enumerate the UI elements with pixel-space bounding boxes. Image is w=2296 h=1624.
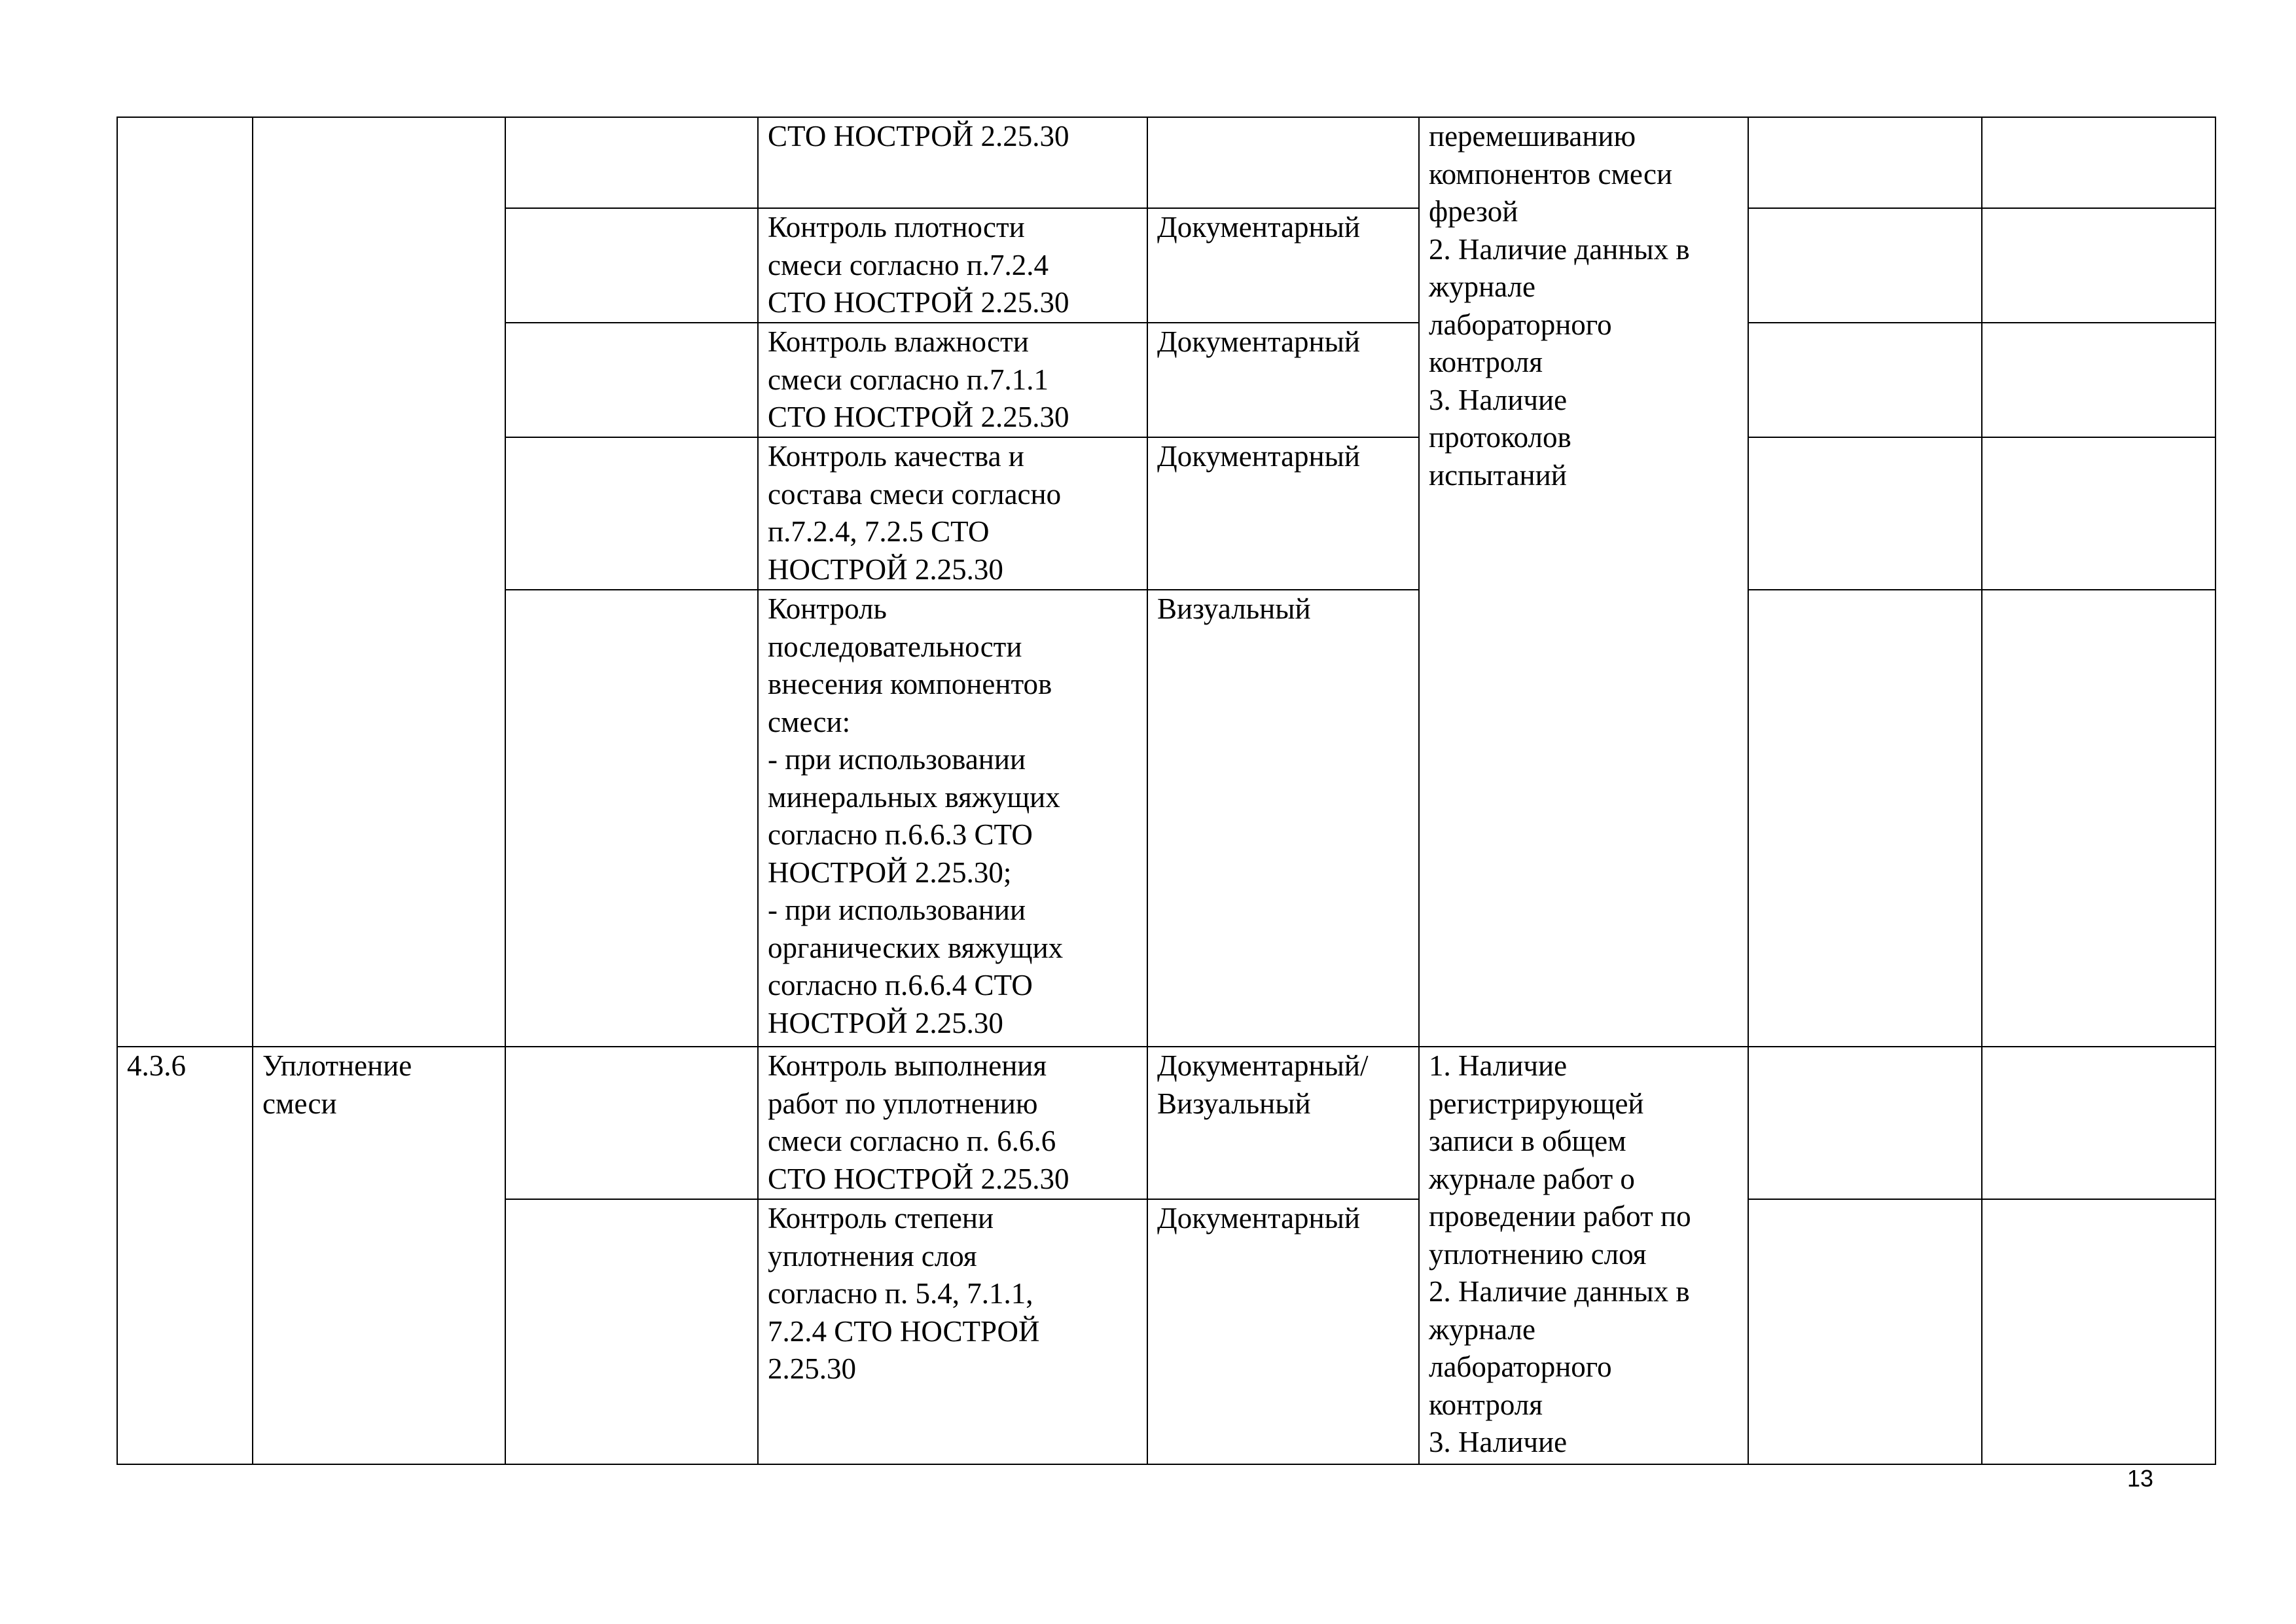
control-item-cell: Контроль качества и состава смеси согласно п.7.2.4, 7.2.5 СТО НОСТРОЙ 2.25.30 [758,437,1147,590]
table-row [117,1047,2215,1199]
empty-cell [1748,208,1982,323]
control-item-cell: Контроль выполнения работ по уплотнению смеси согласно п. 6.6.6 СТО НОСТРОЙ 2.25.30 [758,1047,1147,1199]
control-method-cell: Документарный [1147,323,1419,437]
empty-cell [505,323,758,437]
documents-cell: перемешиванию компонентов смеси фрезой 2. Наличие данных в журнале лабораторного контроля 3. Наличие протоколов испытаний [1419,117,1748,1047]
empty-cell [505,437,758,590]
empty-cell [1982,208,2215,323]
control-method-cell: Документарный [1147,1199,1419,1464]
control-table [117,117,2216,1465]
empty-cell [1748,1047,1982,1199]
empty-cell [505,208,758,323]
empty-cell [1982,117,2215,208]
empty-cell [505,117,758,208]
empty-cell [1982,437,2215,590]
empty-cell [1748,437,1982,590]
control-item-cell: Контроль степени уплотнения слоя согласно п. 5.4, 7.1.1, 7.2.4 СТО НОСТРОЙ 2.25.30 [758,1199,1147,1464]
control-method-cell: Документарный [1147,437,1419,590]
control-item-cell: СТО НОСТРОЙ 2.25.30 [758,117,1147,208]
empty-cell [1748,323,1982,437]
empty-cell [1748,1199,1982,1464]
control-item-cell: Контроль влажности смеси согласно п.7.1.1 СТО НОСТРОЙ 2.25.30 [758,323,1147,437]
empty-cell [1748,590,1982,1047]
control-method-cell: Документарный/ Визуальный [1147,1047,1419,1199]
control-item-cell: Контроль последовательности внесения компонентов смеси: - при использовании минеральных вяжущих согласно п.6.6.3 СТО НОСТРОЙ 2.25.30; - при использовании органических вяжущих согласно п.6.6.4 СТО НОСТРОЙ 2.25.30 [758,590,1147,1047]
empty-cell [1982,1047,2215,1199]
stage-cell: Уплотнение смеси [253,1047,505,1464]
empty-cell [1748,117,1982,208]
control-item-cell: Контроль плотности смеси согласно п.7.2.4 СТО НОСТРОЙ 2.25.30 [758,208,1147,323]
empty-cell [505,590,758,1047]
empty-cell [1982,590,2215,1047]
empty-cell [505,1199,758,1464]
empty-cell [1982,323,2215,437]
empty-cell [1982,1199,2215,1464]
page-number: 13 [2126,1465,2153,1492]
number-cell: 4.3.6 [117,1047,253,1464]
control-method-cell: Документарный [1147,208,1419,323]
empty-cell [505,1047,758,1199]
control-method-cell [1147,117,1419,208]
number-cell [117,117,253,1047]
documents-cell: 1. Наличие регистрирующей записи в общем журнале работ о проведении работ по уплотнению слоя 2. Наличие данных в журнале лабораторного контроля 3. Наличие [1419,1047,1748,1464]
table-row [117,117,2215,208]
stage-cell [253,117,505,1047]
control-method-cell: Визуальный [1147,590,1419,1047]
